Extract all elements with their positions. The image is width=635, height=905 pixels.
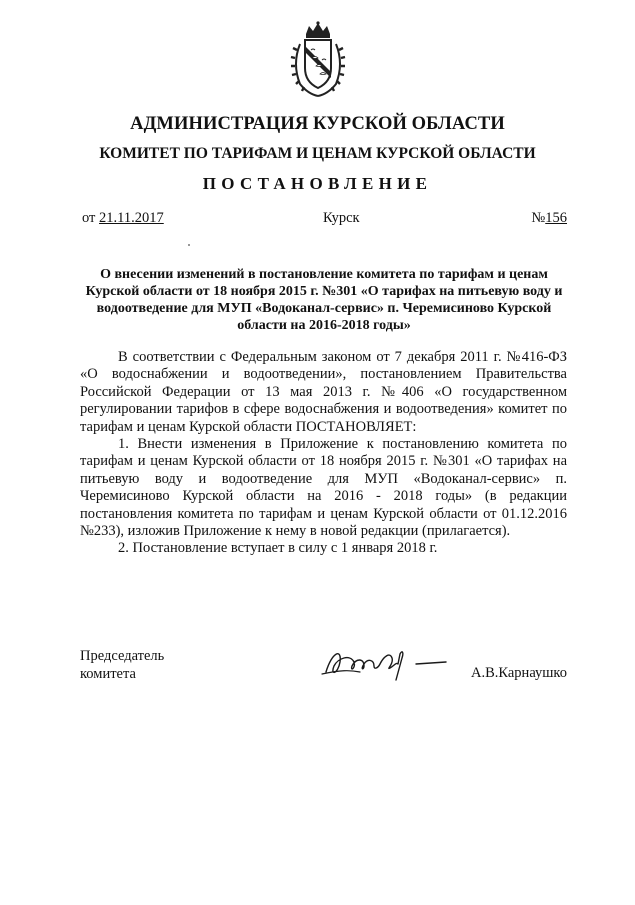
committee-title: КОМИТЕТ ПО ТАРИФАМ И ЦЕНАМ КУРСКОЙ ОБЛАСТИ — [99, 145, 536, 162]
scan-speck — [188, 244, 190, 246]
preamble-paragraph: В соответствии с Федеральным законом от 7 декабря 2011 г. №416-ФЗ «О водоснабжении и водоотведении», постановлением Правительства Российской Федерации от 13 мая 2013 г. №406 «О государственном регулировании тарифов в сфере водоснабжения и водоотведения» комитет по тарифам и ценам Курской области ПОСТАНОВЛЯЕТ: — [80, 349, 567, 435]
document-number — [531, 210, 567, 227]
number-prefix: № — [531, 210, 546, 226]
signatory-role-line-1: Председатель — [80, 648, 165, 664]
document-subject: О внесении изменений в постановление комитета по тарифам и ценам Курской области от 18 ноября 2015 г. №301 «О тарифах на питьевую воду и водоотведение для МУП «Водоканал-сервис» п. Черемисиново Курской области на 2016-2018 годы» — [85, 267, 563, 333]
document-type-heading: ПОСТАНОВЛЕНИЕ — [202, 174, 433, 193]
document-body — [80, 349, 567, 558]
document-date — [82, 210, 164, 227]
item-2-paragraph: 2. Постановление вступает в силу с 1 января 2018 г. — [118, 540, 438, 557]
signatory-role — [80, 647, 164, 683]
item-1-paragraph: 1. Внести изменения в Приложение к постановлению комитета по тарифам и ценам Курской области от 18 ноября 2015 г. №301 «О тарифах на питьевую воду и водоотведение для МУП «Водоканал-сервис» п. Черемисиново Курской области на 2016 - 2018 годы» (в редакции постановления комитета по тарифам и ценам Курской области от 01.12.2016 №233), изложив Приложение к нему в новой редакции (прилагается). — [80, 436, 567, 540]
signatory-name: А.В.Карнаушко — [471, 665, 567, 681]
number-value: 156 — [545, 210, 567, 226]
administration-title: АДМИНИСТРАЦИЯ КУРСКОЙ ОБЛАСТИ — [130, 114, 505, 134]
handwritten-signature — [320, 640, 450, 684]
coat-of-arms-icon — [286, 20, 350, 98]
date-value: 21.11.2017 — [99, 210, 164, 226]
date-prefix: от — [82, 210, 100, 226]
signatory-role-line-2: комитета — [80, 666, 136, 682]
document-city: Курск — [323, 210, 360, 226]
